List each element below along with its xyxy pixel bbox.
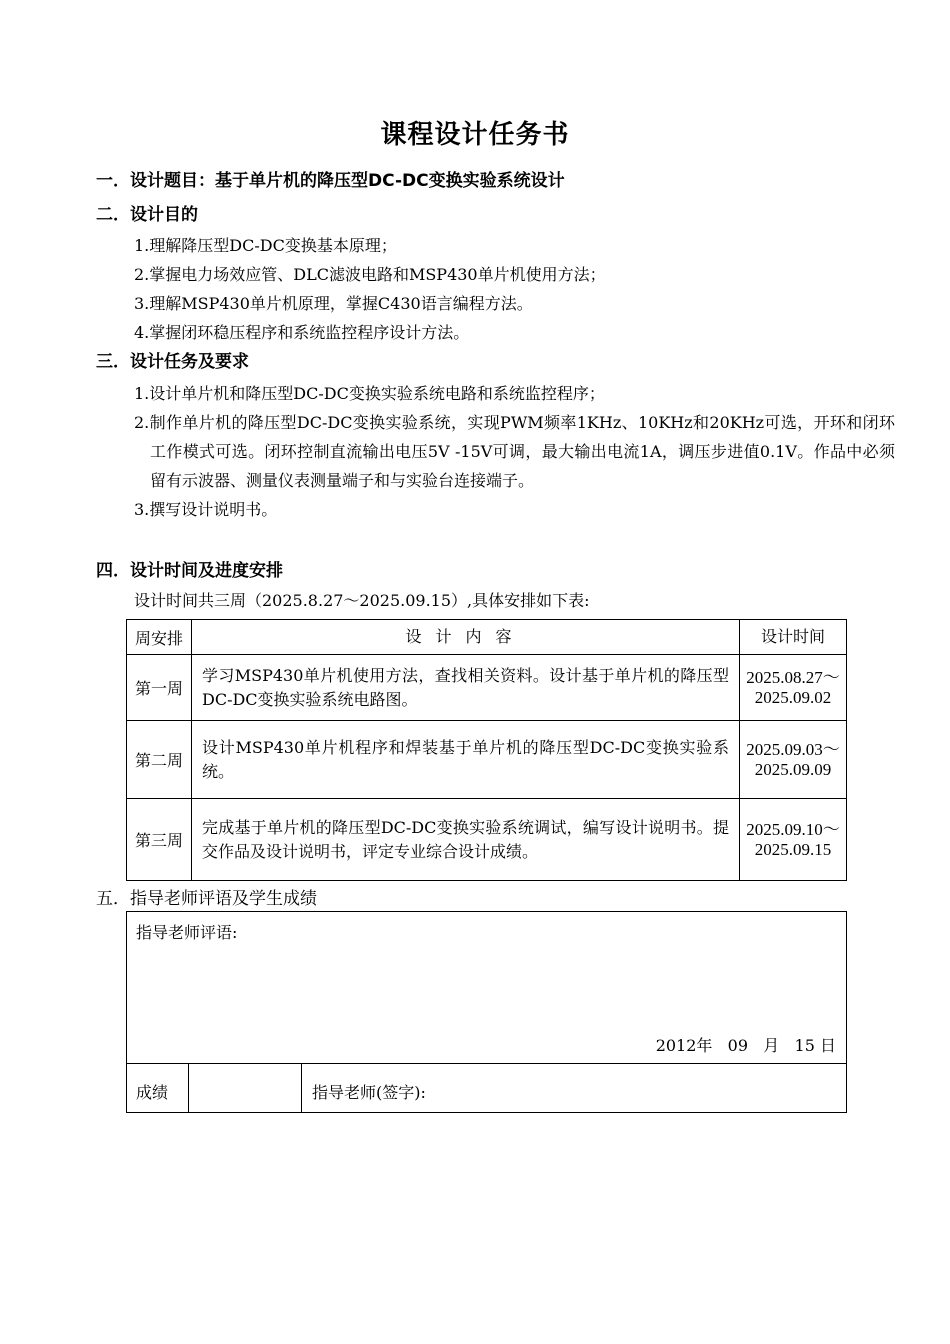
purpose-item-2: 2.掌握电力场效应管、DLC滤波电路和MSP430单片机使用方法；: [134, 265, 606, 284]
task-item-2: 2.制作单片机的降压型DC-DC变换实验系统，实现PWM频率1KHz、10KHz和20KHz可选，开环和闭环工作模式可选。闭环控制直流输出电压5V -15V可调，最大输出电流1A，调压步进值0.1V。作品中必须留有示波器、测量仪表测量端子和与实验台连接端子。: [134, 413, 895, 490]
time-start: 2025.09.03～: [746, 739, 840, 759]
comment-date: 2012年 09 月 15 日: [655, 1036, 836, 1055]
purpose-item-1: 1.理解降压型DC-DC变换基本原理；: [134, 236, 397, 255]
table-row: [127, 799, 847, 881]
time-start: 2025.09.10～: [746, 819, 840, 839]
content-cell: 设计MSP430单片机程序和焊装基于单片机的降压型DC-DC变换实验系统。: [192, 721, 740, 799]
grade-label: 成绩: [136, 1083, 169, 1102]
time-cell: [740, 721, 847, 799]
week-cell: 第三周: [127, 799, 192, 881]
time-end: 2025.09.09: [754, 759, 832, 779]
document-title: 课程设计任务书: [380, 120, 570, 150]
section-design-purpose: 二．设计目的: [96, 205, 198, 225]
week-cell: 第二周: [127, 721, 192, 799]
table-row: [127, 655, 847, 721]
purpose-item-3: 3.理解MSP430单片机原理，掌握C430语言编程方法。: [134, 294, 533, 313]
teacher-signature-label: 指导老师(签字):: [312, 1083, 426, 1102]
purpose-item-4: 4.掌握闭环稳压程序和系统监控程序设计方法。: [134, 323, 470, 342]
divider: [127, 1063, 846, 1064]
time-end: 2025.09.02: [754, 687, 832, 707]
time-cell: [740, 655, 847, 721]
schedule-intro: 设计时间共三周（2025.8.27～2025.09.15）,具体安排如下表:: [134, 591, 590, 610]
week-cell: 第一周: [127, 655, 192, 721]
header-week: 周安排: [127, 620, 192, 655]
task-item-3: 3.撰写设计说明书。: [134, 500, 278, 519]
time-cell: [740, 799, 847, 881]
table-header-row: [127, 620, 847, 655]
schedule-table: [126, 619, 847, 881]
header-content: 设计内容: [192, 620, 740, 655]
content-cell: 学习MSP430单片机使用方法，查找相关资料。设计基于单片机的降压型DC-DC变换实验系统电路图。: [192, 655, 740, 721]
content-cell: 完成基于单片机的降压型DC-DC变换实验系统调试，编写设计说明书。提交作品及设计说明书，评定专业综合设计成绩。: [192, 799, 740, 881]
comment-label: 指导老师评语:: [136, 923, 238, 942]
section-design-tasks: 三．设计任务及要求: [96, 352, 249, 372]
time-end: 2025.09.15: [754, 839, 832, 859]
evaluation-box: [126, 911, 847, 1113]
section-evaluation: 五．指导老师评语及学生成绩: [96, 889, 317, 909]
time-start: 2025.08.27～: [746, 667, 840, 687]
divider: [301, 1063, 302, 1112]
section-schedule: 四．设计时间及进度安排: [96, 561, 283, 581]
divider: [188, 1063, 189, 1112]
table-row: [127, 721, 847, 799]
task-item-1: 1.设计单片机和降压型DC-DC变换实验系统电路和系统监控程序；: [134, 384, 605, 403]
header-time: 设计时间: [740, 620, 847, 655]
section-design-topic: 一．设计题目：基于单片机的降压型DC-DC变换实验系统设计: [96, 171, 565, 191]
